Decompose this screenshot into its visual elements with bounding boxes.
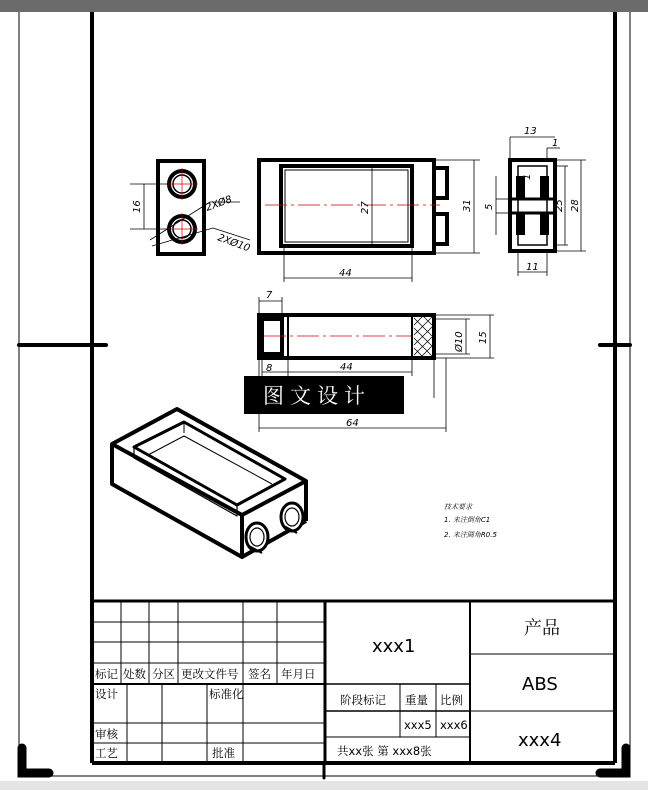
- dim-64: 64: [346, 418, 359, 429]
- tb-label-zone: 分区: [152, 667, 175, 681]
- tb-label-review: 审核: [95, 727, 118, 741]
- right-view: [484, 126, 586, 276]
- tb-label-scale: 比例: [440, 693, 463, 707]
- dim-phi10: Ø10: [454, 331, 465, 352]
- notes-heading: 技术要求: [444, 503, 472, 511]
- tb-label-date: 年月日: [281, 667, 316, 681]
- dim-25: 25: [554, 199, 565, 212]
- tb-weight-value: xxx5: [404, 718, 432, 732]
- dim-28: 28: [570, 199, 581, 212]
- tb-label-product: 产品: [524, 618, 560, 639]
- dim-5: 5: [484, 203, 495, 210]
- dim-1-side: 1: [522, 173, 533, 180]
- dim-13: 13: [524, 126, 537, 137]
- dim-15: 15: [478, 331, 489, 344]
- tb-label-approve: 批准: [212, 746, 235, 760]
- dim-hole10: 2XØ10: [215, 232, 252, 255]
- tb-label-count: 处数: [123, 667, 146, 681]
- dim-8: 8: [266, 363, 273, 374]
- tb-drawing-number: xxx4: [518, 730, 562, 751]
- isometric-view: [112, 409, 306, 557]
- notes-line-1: 1. 未注倒角C1: [444, 516, 491, 524]
- notes-line-2: 2. 未注圆角R0.5: [444, 531, 497, 539]
- tb-drawing-name: xxx1: [372, 636, 416, 657]
- tb-sheets: 共xx张 第 xxx8张: [337, 744, 432, 758]
- dim-27: 27: [360, 201, 371, 214]
- left-view: [130, 161, 252, 254]
- dim-7: 7: [266, 290, 273, 301]
- tb-label-stage-mark: 阶段标记: [340, 693, 386, 707]
- tb-label-weight: 重量: [405, 693, 428, 707]
- tb-label-standardize: 标准化: [209, 687, 244, 701]
- dim-44-front: 44: [340, 362, 353, 373]
- tb-label-mark: 标记: [95, 667, 118, 681]
- dim-1-top: 1: [552, 138, 559, 149]
- tb-material: ABS: [522, 674, 558, 695]
- watermark-text: 图文设计: [263, 384, 371, 408]
- tb-label-change-doc: 更改文件号: [181, 667, 239, 681]
- tb-label-sign: 签名: [248, 667, 271, 681]
- dim-16: 16: [132, 200, 143, 213]
- tb-label-design: 设计: [95, 687, 118, 701]
- dim-44-top: 44: [339, 268, 352, 279]
- title-block: [92, 601, 615, 763]
- technical-notes: [444, 503, 497, 539]
- tb-scale-value: xxx6: [440, 718, 468, 732]
- iso-cylinder-2: [281, 503, 303, 533]
- watermark: [244, 376, 404, 414]
- dim-hole8: 2XØ8: [204, 194, 234, 214]
- iso-cylinder-1: [246, 523, 268, 553]
- dim-11: 11: [526, 262, 539, 273]
- tb-label-process: 工艺: [95, 746, 118, 760]
- dim-31: 31: [462, 199, 473, 212]
- top-view: [259, 160, 480, 282]
